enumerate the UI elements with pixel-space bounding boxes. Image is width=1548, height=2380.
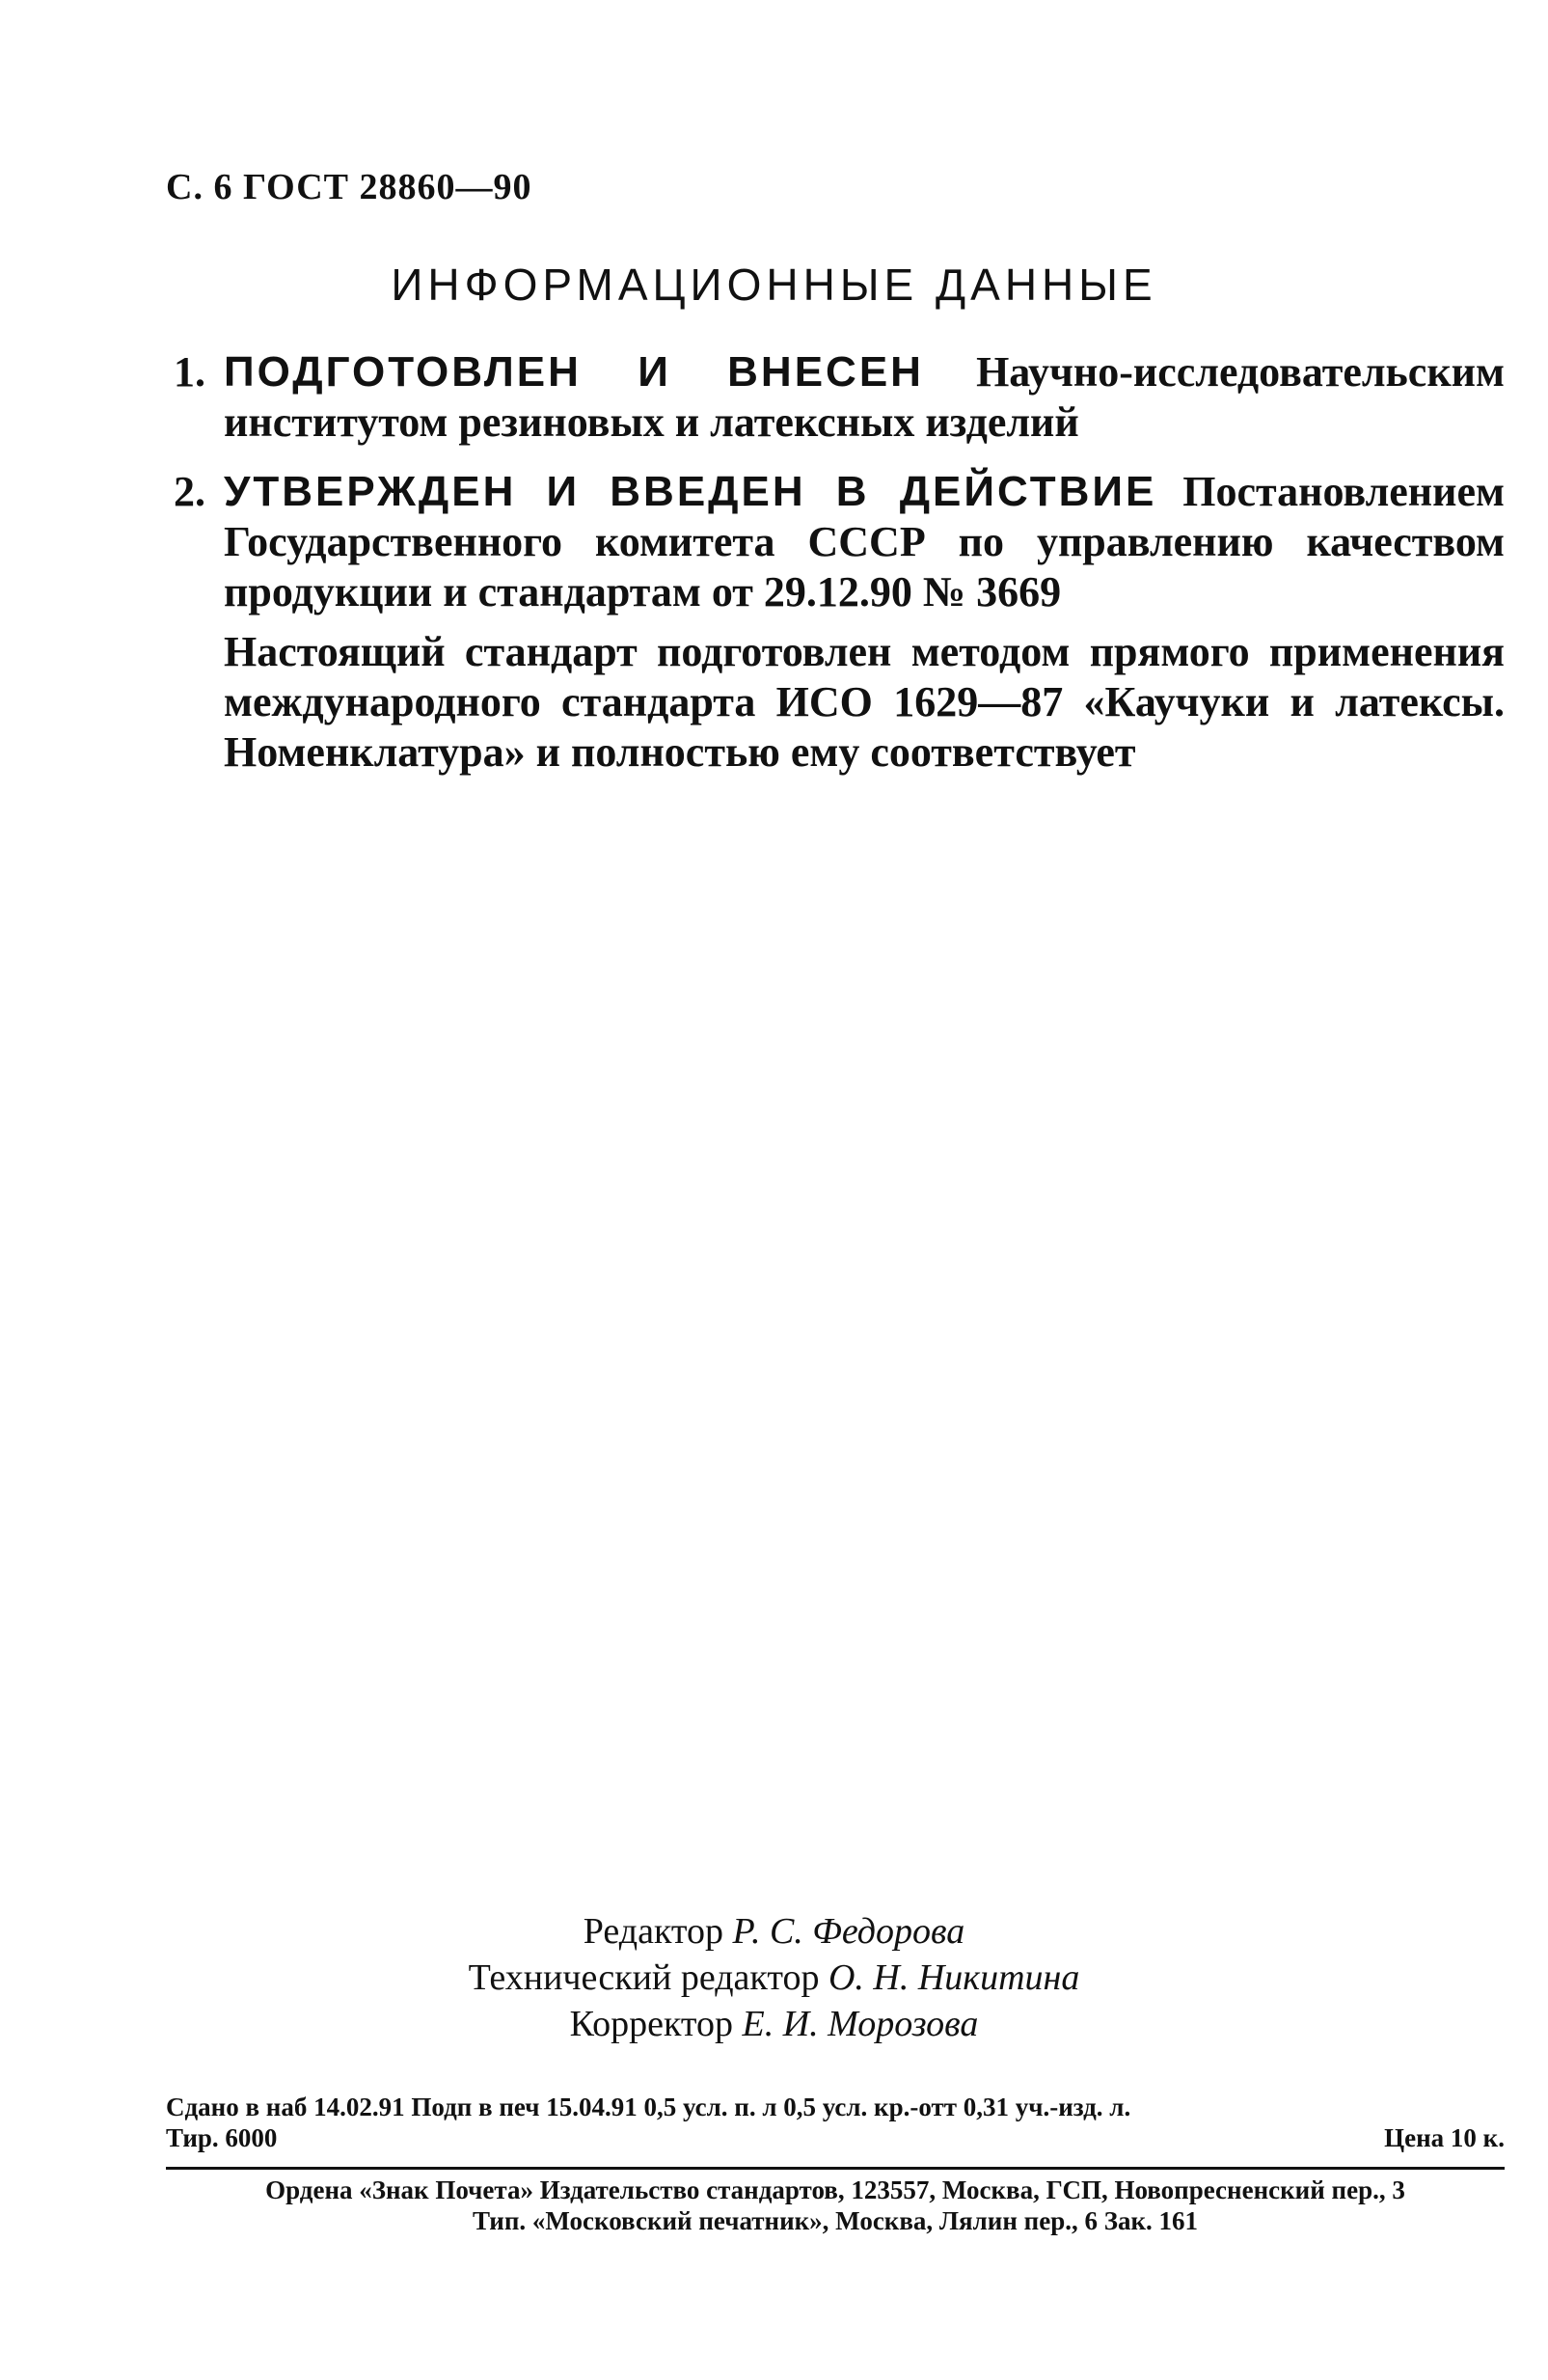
credit-person: Р. С. Федорова	[732, 1911, 965, 1952]
item-body	[224, 467, 1505, 617]
item-body	[224, 347, 1505, 448]
item-lead: ПОДГОТОВЛЕН И ВНЕСЕН	[224, 348, 924, 396]
publisher-info	[166, 2175, 1505, 2236]
item-text: Научно-исследовательским институтом резиновых и латексных изделий	[224, 348, 1506, 446]
imprint-dates: Сдано в наб 14.02.91 Подп в печ 15.04.91 0,5 усл. п. л 0,5 усл. кр.-отт 0,31 уч.-изд. л.	[166, 2093, 1131, 2121]
editorial-credits	[0, 1908, 1548, 2047]
credit-person: Е. И. Морозова	[742, 2004, 979, 2044]
info-item-2	[174, 467, 1505, 617]
credit-technical-editor	[0, 1955, 1548, 2001]
divider-line	[166, 2167, 1505, 2170]
info-item-1	[174, 347, 1505, 448]
credit-role: Технический редактор	[468, 1957, 828, 1998]
imprint-line-2	[166, 2122, 1505, 2153]
credit-proofreader	[0, 2001, 1548, 2047]
publisher-line-1: Ордена «Знак Почета» Издательство стандартов, 123557, Москва, ГСП, Новопресненский пер., 3	[265, 2175, 1405, 2204]
imprint-line-1	[166, 2092, 1505, 2122]
standard-note: Настоящий стандарт подготовлен методом прямого применения международного стандарта ИСО 1629—87 «Каучуки и латексы. Номенклатура» и полностью ему соответствует	[224, 628, 1505, 776]
credit-role: Корректор	[569, 2004, 743, 2044]
print-imprint	[166, 2092, 1505, 2153]
item-text: Постановлением Государственного комитета СССР по управлению качеством продукции и стандартам от 29.12.90 № 3669	[224, 468, 1506, 616]
item-number: 1.	[174, 348, 205, 396]
credit-role: Редактор	[583, 1911, 733, 1952]
imprint-print-run: Тир. 6000	[166, 2123, 278, 2152]
page-header: С. 6 ГОСТ 28860—90	[166, 167, 532, 207]
publisher-line-2: Тип. «Московский печатник», Москва, Лялин пер., 6 Зак. 161	[472, 2206, 1199, 2235]
item-lead: УТВЕРЖДЕН И ВВЕДЕН В ДЕЙСТВИЕ	[224, 468, 1157, 515]
section-title: ИНФОРМАЦИОННЫЕ ДАННЫЕ	[391, 260, 1157, 310]
imprint-price: Цена 10 к.	[1384, 2123, 1505, 2152]
item-number: 2.	[174, 468, 205, 515]
credit-editor	[0, 1908, 1548, 1955]
credit-person: О. Н. Никитина	[828, 1957, 1080, 1998]
